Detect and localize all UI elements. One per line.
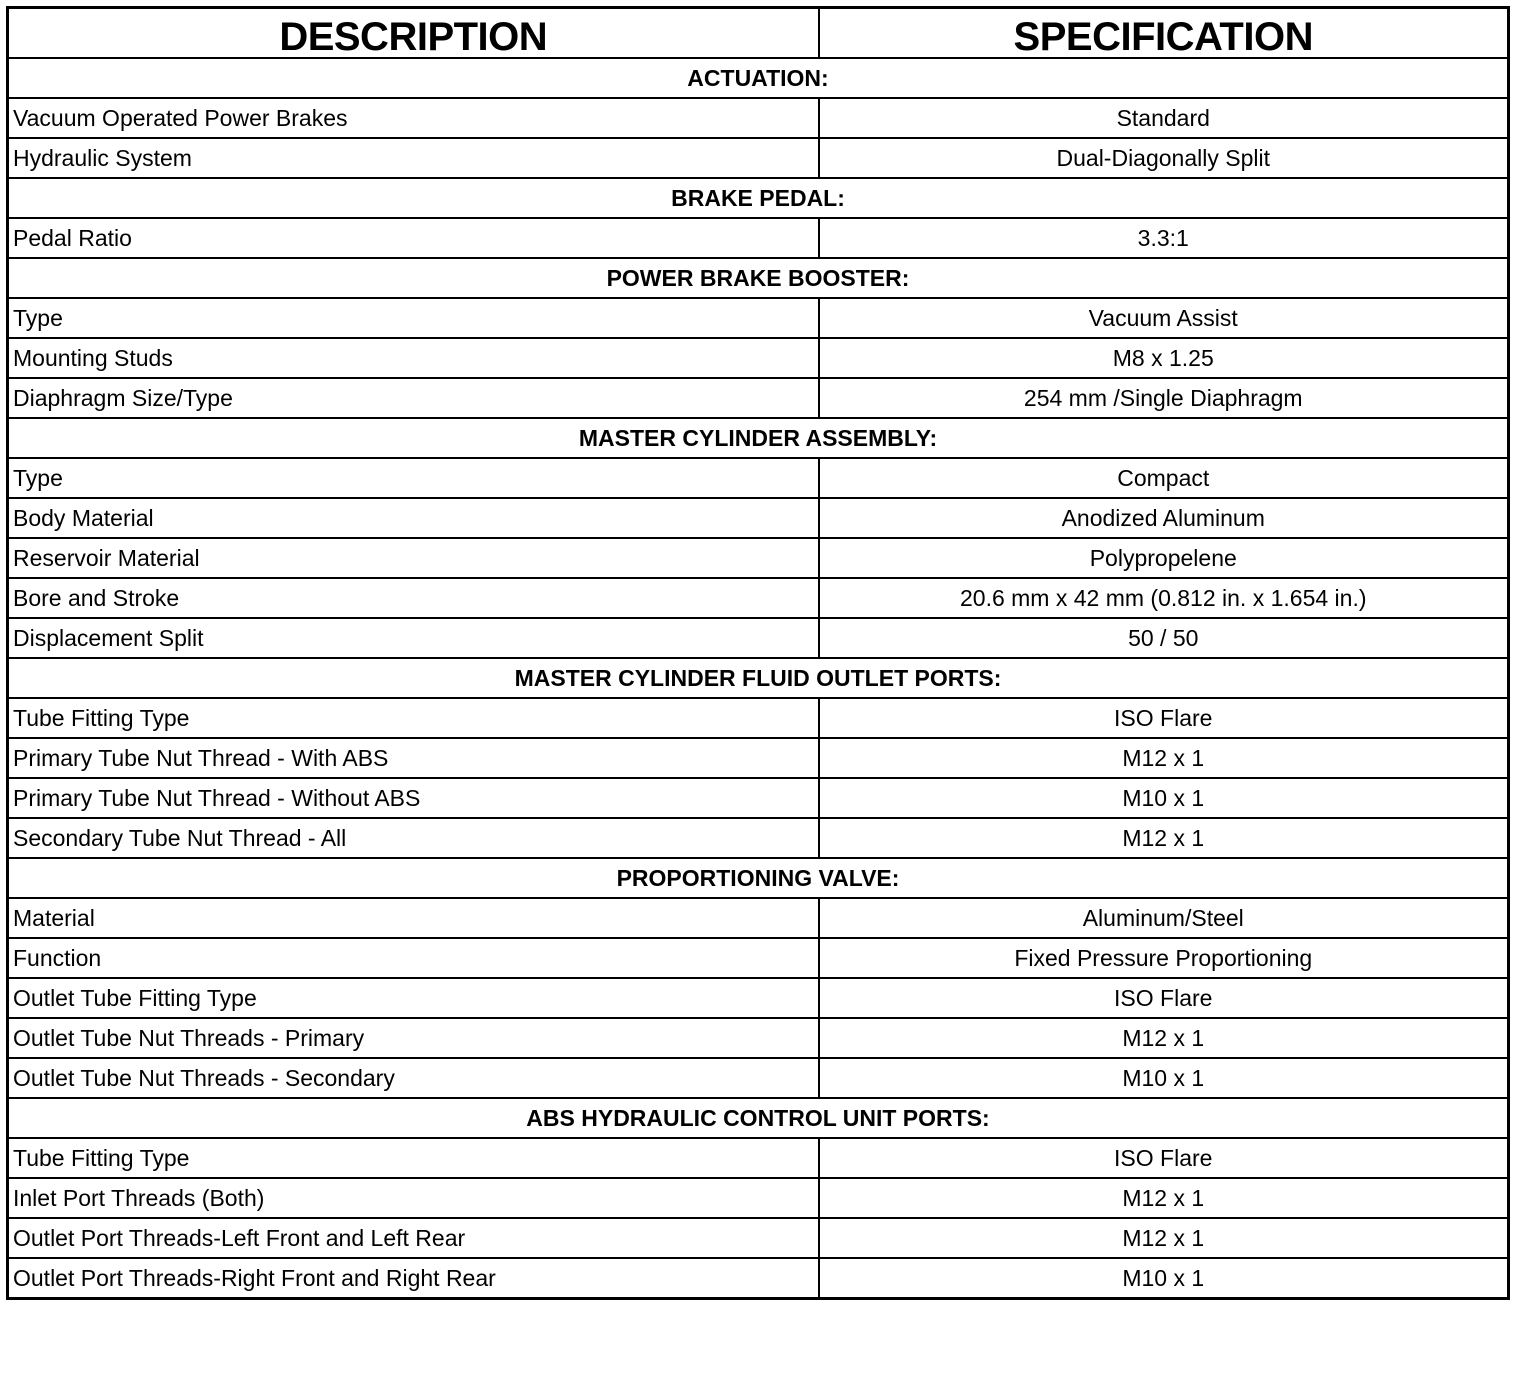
specification-cell: Vacuum Assist — [819, 298, 1509, 338]
description-cell: Secondary Tube Nut Thread - All — [8, 818, 819, 858]
section-row — [8, 58, 1509, 98]
section-title: MASTER CYLINDER ASSEMBLY: — [8, 418, 1509, 458]
section-title: BRAKE PEDAL: — [8, 178, 1509, 218]
description-cell: Vacuum Operated Power Brakes — [8, 98, 819, 138]
description-cell: Function — [8, 938, 819, 978]
section-title: ACTUATION: — [8, 58, 1509, 98]
description-cell: Type — [8, 458, 819, 498]
table-row — [8, 218, 1509, 258]
description-cell: Pedal Ratio — [8, 218, 819, 258]
section-title: ABS HYDRAULIC CONTROL UNIT PORTS: — [8, 1098, 1509, 1138]
description-cell: Inlet Port Threads (Both) — [8, 1178, 819, 1218]
table-row — [8, 618, 1509, 658]
specification-cell: 20.6 mm x 42 mm (0.812 in. x 1.654 in.) — [819, 578, 1509, 618]
description-cell: Primary Tube Nut Thread - Without ABS — [8, 778, 819, 818]
description-cell: Primary Tube Nut Thread - With ABS — [8, 738, 819, 778]
description-cell: Outlet Tube Fitting Type — [8, 978, 819, 1018]
section-row — [8, 658, 1509, 698]
table-row — [8, 698, 1509, 738]
table-body — [8, 58, 1509, 1299]
table-row — [8, 1258, 1509, 1299]
table-row — [8, 1218, 1509, 1258]
table-row — [8, 898, 1509, 938]
specification-cell: M10 x 1 — [819, 1258, 1509, 1299]
section-row — [8, 858, 1509, 898]
description-cell: Body Material — [8, 498, 819, 538]
description-cell: Tube Fitting Type — [8, 1138, 819, 1178]
table-row — [8, 538, 1509, 578]
description-cell: Mounting Studs — [8, 338, 819, 378]
description-column-header: DESCRIPTION — [8, 8, 819, 59]
specification-cell: M12 x 1 — [819, 1018, 1509, 1058]
table-row — [8, 338, 1509, 378]
description-cell: Diaphragm Size/Type — [8, 378, 819, 418]
section-row — [8, 178, 1509, 218]
specification-cell: ISO Flare — [819, 698, 1509, 738]
specification-cell: Standard — [819, 98, 1509, 138]
table-row — [8, 1178, 1509, 1218]
table-row — [8, 1138, 1509, 1178]
specification-cell: ISO Flare — [819, 1138, 1509, 1178]
specification-cell: 3.3:1 — [819, 218, 1509, 258]
section-row — [8, 418, 1509, 458]
specification-cell: M12 x 1 — [819, 1218, 1509, 1258]
table-row — [8, 378, 1509, 418]
description-cell: Hydraulic System — [8, 138, 819, 178]
specification-cell: Compact — [819, 458, 1509, 498]
table-row — [8, 498, 1509, 538]
table-row — [8, 938, 1509, 978]
description-cell: Outlet Port Threads-Left Front and Left Rear — [8, 1218, 819, 1258]
description-cell: Outlet Port Threads-Right Front and Right Rear — [8, 1258, 819, 1299]
description-cell: Type — [8, 298, 819, 338]
table-row — [8, 1018, 1509, 1058]
specification-cell: Fixed Pressure Proportioning — [819, 938, 1509, 978]
specification-cell: M12 x 1 — [819, 818, 1509, 858]
header-row — [8, 8, 1509, 59]
table-row — [8, 738, 1509, 778]
table-row — [8, 778, 1509, 818]
section-title: MASTER CYLINDER FLUID OUTLET PORTS: — [8, 658, 1509, 698]
specification-cell: M10 x 1 — [819, 1058, 1509, 1098]
specification-cell: 254 mm /Single Diaphragm — [819, 378, 1509, 418]
section-title: POWER BRAKE BOOSTER: — [8, 258, 1509, 298]
specification-cell: ISO Flare — [819, 978, 1509, 1018]
description-cell: Tube Fitting Type — [8, 698, 819, 738]
description-cell: Bore and Stroke — [8, 578, 819, 618]
description-cell: Outlet Tube Nut Threads - Primary — [8, 1018, 819, 1058]
section-row — [8, 1098, 1509, 1138]
table-header — [8, 8, 1509, 59]
specification-cell: Polypropelene — [819, 538, 1509, 578]
specification-cell: M8 x 1.25 — [819, 338, 1509, 378]
table-row — [8, 298, 1509, 338]
table-row — [8, 1058, 1509, 1098]
description-cell: Displacement Split — [8, 618, 819, 658]
specification-cell: Anodized Aluminum — [819, 498, 1509, 538]
section-row — [8, 258, 1509, 298]
description-cell: Reservoir Material — [8, 538, 819, 578]
table-row — [8, 98, 1509, 138]
table-row — [8, 138, 1509, 178]
specification-cell: 50 / 50 — [819, 618, 1509, 658]
description-cell: Material — [8, 898, 819, 938]
table-row — [8, 818, 1509, 858]
specification-cell: Aluminum/Steel — [819, 898, 1509, 938]
description-cell: Outlet Tube Nut Threads - Secondary — [8, 1058, 819, 1098]
section-title: PROPORTIONING VALVE: — [8, 858, 1509, 898]
table-row — [8, 578, 1509, 618]
specification-cell: M10 x 1 — [819, 778, 1509, 818]
spec-table — [6, 6, 1510, 1300]
specification-cell: M12 x 1 — [819, 738, 1509, 778]
specification-cell: M12 x 1 — [819, 1178, 1509, 1218]
table-row — [8, 458, 1509, 498]
specification-cell: Dual-Diagonally Split — [819, 138, 1509, 178]
specification-column-header: SPECIFICATION — [819, 8, 1509, 59]
table-row — [8, 978, 1509, 1018]
